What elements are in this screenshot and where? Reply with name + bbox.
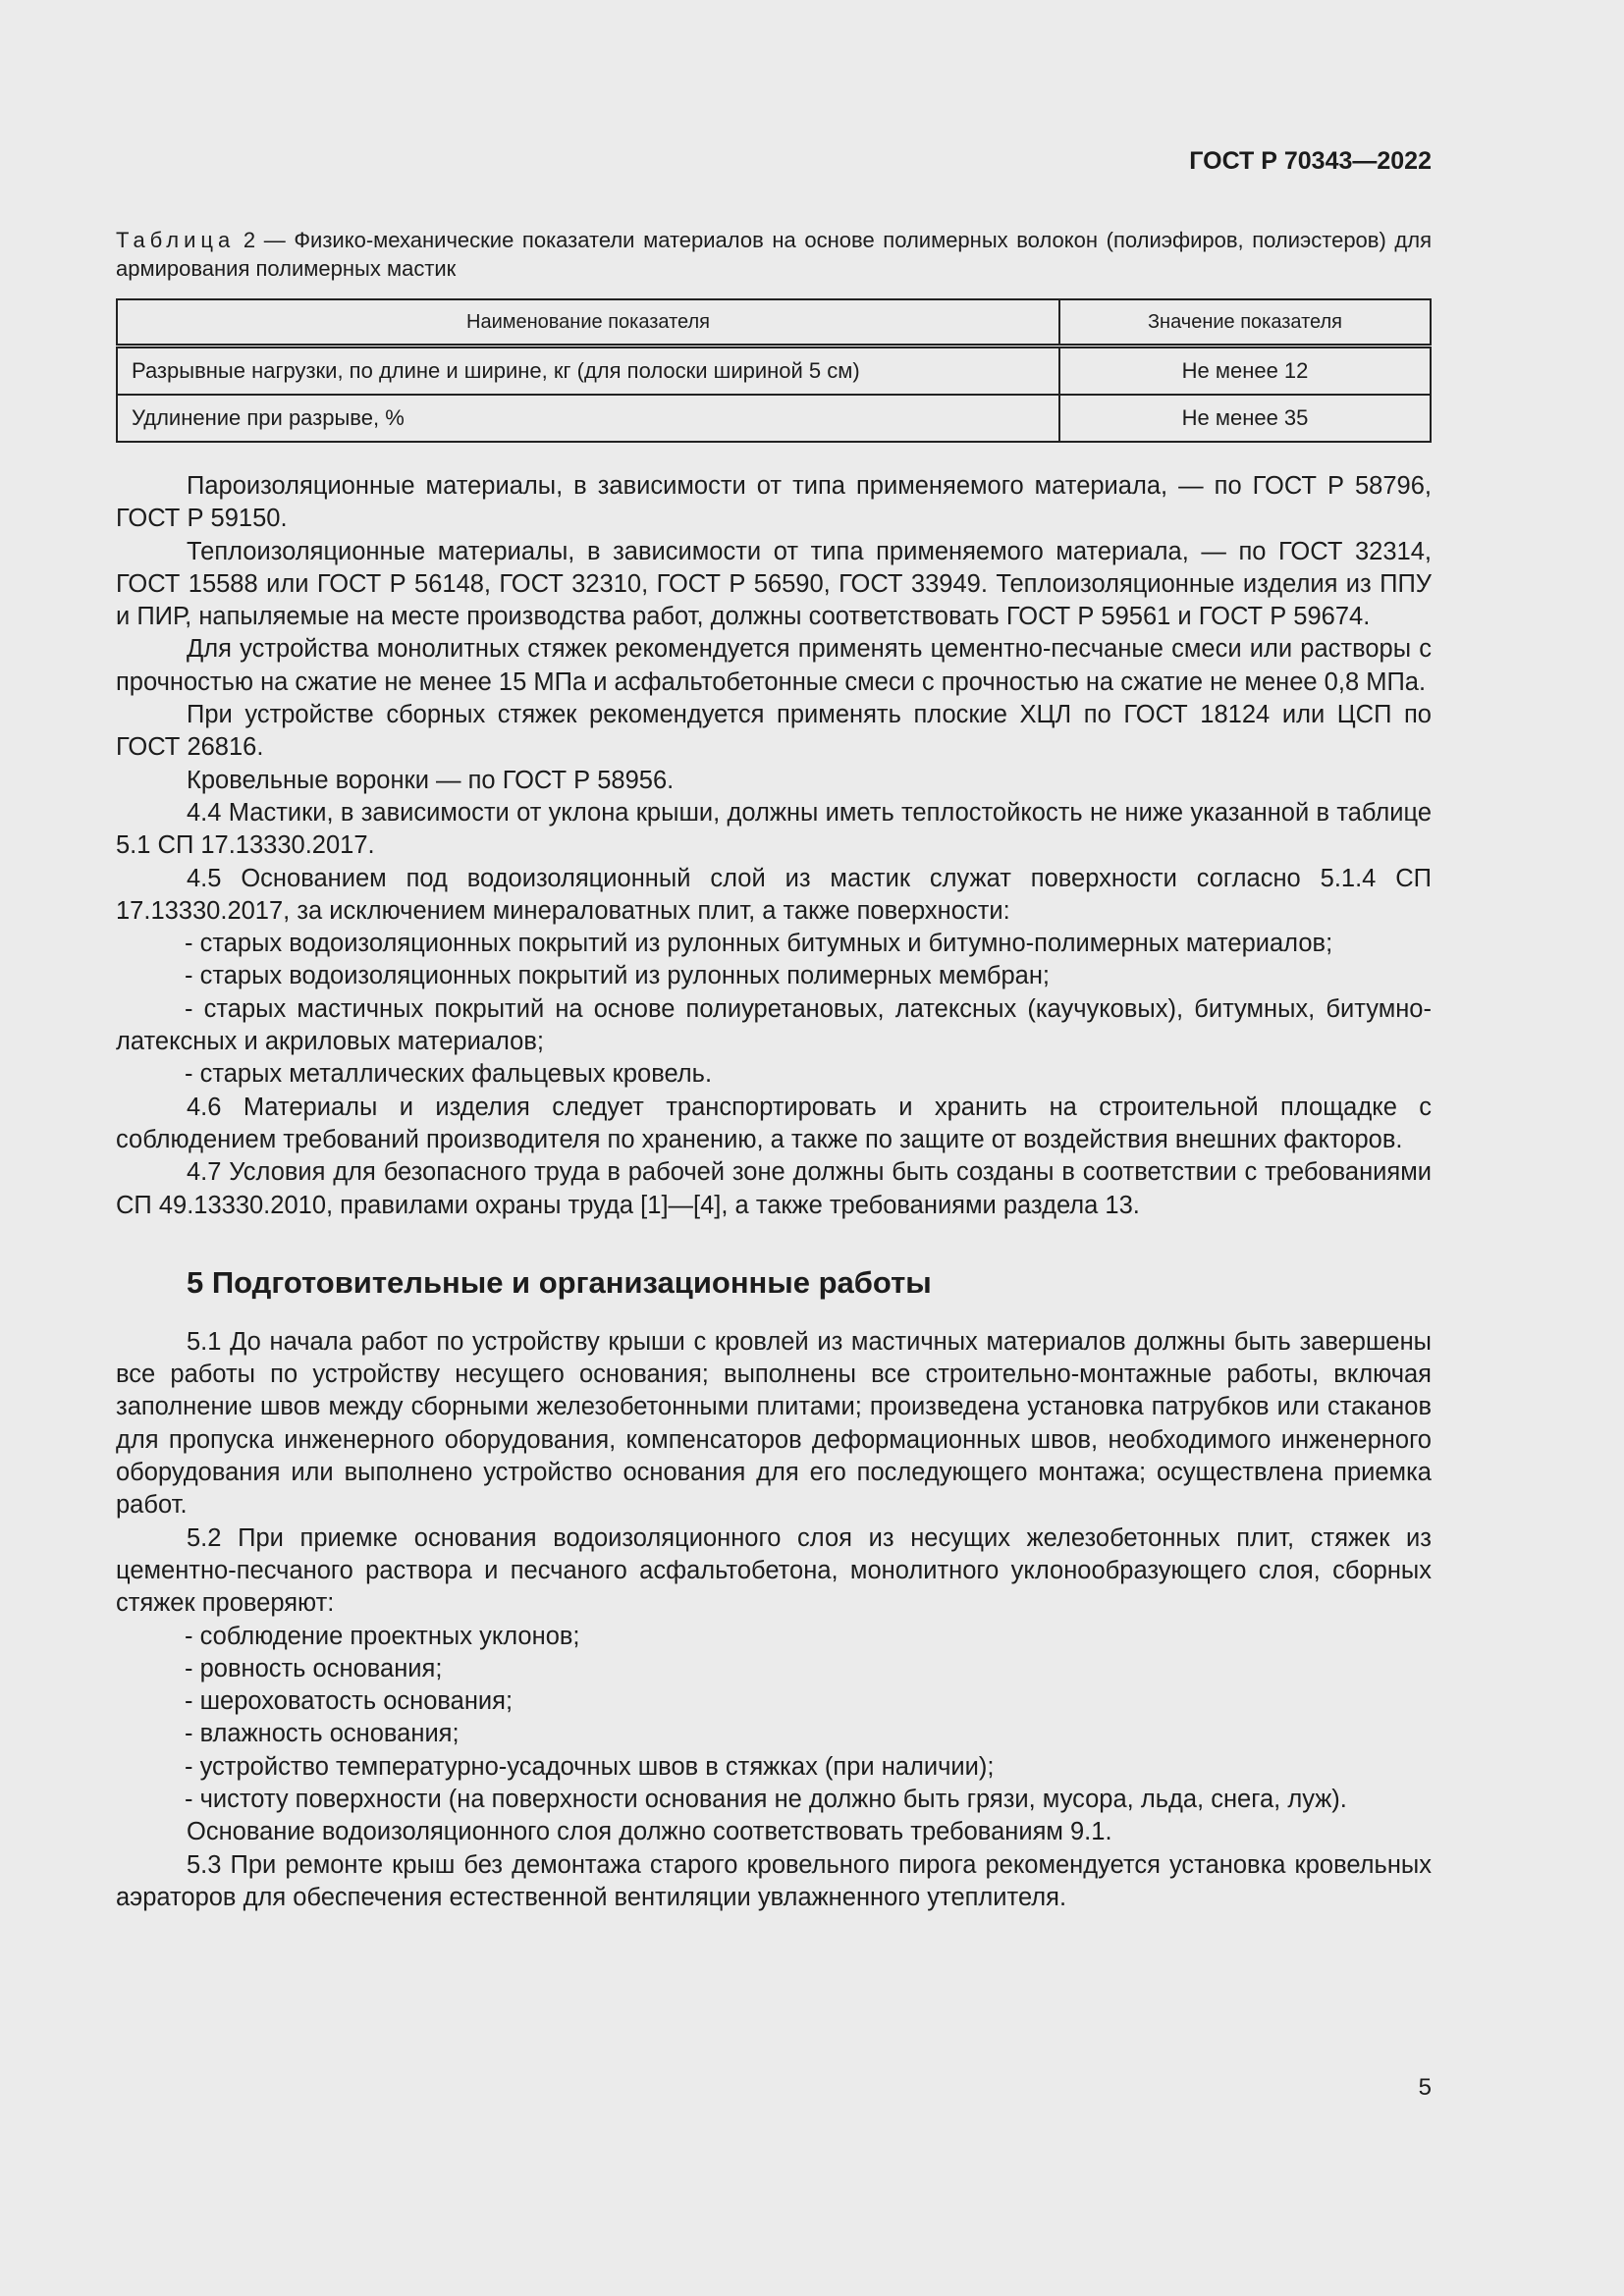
list-item: - старых водоизоляционных покрытий из рулонных битумных и битумно-полимерных материалов; xyxy=(185,930,1333,958)
table-cell-name: Удлинение при разрыве, % xyxy=(117,395,1059,442)
table-row xyxy=(117,347,1431,396)
paragraph-vapor-insulation: Пароизоляционные материалы, в зависимости от типа применяемого материала, — по ГОСТ Р 58796, ГОСТ Р 59150. xyxy=(116,472,1432,533)
list-item: - соблюдение проектных уклонов; xyxy=(185,1622,580,1650)
table-header-row xyxy=(117,299,1431,347)
table-caption-label: Таблица xyxy=(116,228,236,252)
paragraph-prefab-screed: При устройстве сборных стяжек рекомендуется применять плоские ХЦЛ по ГОСТ 18124 или ЦСП по ГОСТ 26816. xyxy=(116,701,1432,762)
clause-5-3: 5.3 При ремонте крыш без демонтажа старого кровельного пирога рекомендуется установка кровельных аэраторов для обеспечения естественной вентиляции увлажненного утеплителя. xyxy=(116,1850,1432,1911)
page-number: 5 xyxy=(1418,2074,1432,2101)
list-item: - устройство температурно-усадочных швов в стяжках (при наличии); xyxy=(185,1752,995,1781)
clause-5-2: 5.2 При приемке основания водоизоляционного слоя из несущих железобетонных плит, стяжек из цементно-песчаного раствора и песчаного асфальтобетона, монолитного уклонообразующего слоя, сборных стяжек проверяют: xyxy=(116,1523,1432,1618)
table-row xyxy=(117,395,1431,442)
table-caption-text: 2 — Физико-механические показатели материалов на основе полимерных волокон (полиэфиров, полиэстеров) для армирования полимерных мастик xyxy=(116,228,1432,281)
table-caption xyxy=(116,226,1432,283)
clause-4-5: 4.5 Основанием под водоизоляционный слой из мастик служат поверхности согласно 5.1.4 СП 17.13330.2017, за исключением минераловатных плит, а также поверхности: xyxy=(116,864,1432,925)
list-item: - ровность основания; xyxy=(185,1654,443,1682)
clause-4-7: 4.7 Условия для безопасного труда в рабочей зоне должны быть созданы в соответствии с требованиями СП 49.13330.2010, правилами охраны труда [1]—[4], а также требованиями раздела 13. xyxy=(116,1158,1432,1219)
list-item: - шероховатость основания; xyxy=(185,1687,514,1716)
document-id-header: ГОСТ Р 70343—2022 xyxy=(1189,147,1432,175)
paragraph-base-requirements: Основание водоизоляционного слоя должно соответствовать требованиям 9.1. xyxy=(187,1818,1112,1846)
section-5-heading: 5 Подготовительные и организационные работы xyxy=(187,1264,932,1300)
table-cell-name: Разрывные нагрузки, по длине и ширине, кг (для полоски шириной 5 см) xyxy=(117,347,1059,396)
column-header-value: Значение показателя xyxy=(1059,299,1431,347)
clause-4-6: 4.6 Материалы и изделия следует транспортировать и хранить на строительной площадке с соблюдением требований производителя по хранению, а также по защите от воздействия внешних факторов. xyxy=(116,1093,1432,1153)
list-item: - влажность основания; xyxy=(185,1720,460,1748)
properties-table xyxy=(116,298,1432,443)
body-text-part2 xyxy=(116,1326,1432,1914)
list-item: - старых водоизоляционных покрытий из рулонных полимерных мембран; xyxy=(185,962,1050,990)
page-content xyxy=(116,226,1432,1914)
paragraph-roof-funnels: Кровельные воронки — по ГОСТ Р 58956. xyxy=(187,766,675,794)
list-item: - старых металлических фальцевых кровель. xyxy=(185,1060,713,1089)
body-text-part1 xyxy=(116,470,1432,1222)
clause-4-4: 4.4 Мастики, в зависимости от уклона крыши, должны иметь теплостойкость не ниже указанной в таблице 5.1 СП 17.13330.2017. xyxy=(116,798,1432,860)
list-item: - старых мастичных покрытий на основе полиуретановых, латексных (каучуковых), битумных, битумно-латексных и акриловых материалов; xyxy=(116,994,1432,1056)
table-cell-value: Не менее 12 xyxy=(1059,347,1431,396)
list-item: - чистоту поверхности (на поверхности основания не должно быть грязи, мусора, льда, снега, луж). xyxy=(185,1785,1347,1813)
table-cell-value: Не менее 35 xyxy=(1059,395,1431,442)
paragraph-thermal-insulation: Теплоизоляционные материалы, в зависимости от типа применяемого материала, — по ГОСТ 32314, ГОСТ 15588 или ГОСТ Р 56148, ГОСТ 32310, ГОСТ Р 56590, ГОСТ 33949. Теплоизоляционные изделия из ППУ и ПИР, напыляемые на месте производства работ, должны соответствовать ГОСТ Р 59561 и ГОСТ Р 59674. xyxy=(116,537,1432,631)
column-header-name: Наименование показателя xyxy=(117,299,1059,347)
paragraph-monolithic-screed: Для устройства монолитных стяжек рекомендуется применять цементно-песчаные смеси или растворы с прочностью на сжатие не менее 15 МПа и асфальтобетонные смеси с прочностью на сжатие не менее 0,8 МПа. xyxy=(116,635,1432,696)
clause-5-1: 5.1 До начала работ по устройству крыши с кровлей из мастичных материалов должны быть завершены все работы по устройству несущего основания; выполнены все строительно-монтажные работы, включая заполнение швов между сборными железобетонными плитами; произведена установка патрубков или стаканов для пропуска инженерного оборудования, компенсаторов деформационных швов, необходимого инженерного оборудования или выполнено устройство основания для его последующего монтажа; осуществлена приемка работ. xyxy=(116,1327,1432,1520)
